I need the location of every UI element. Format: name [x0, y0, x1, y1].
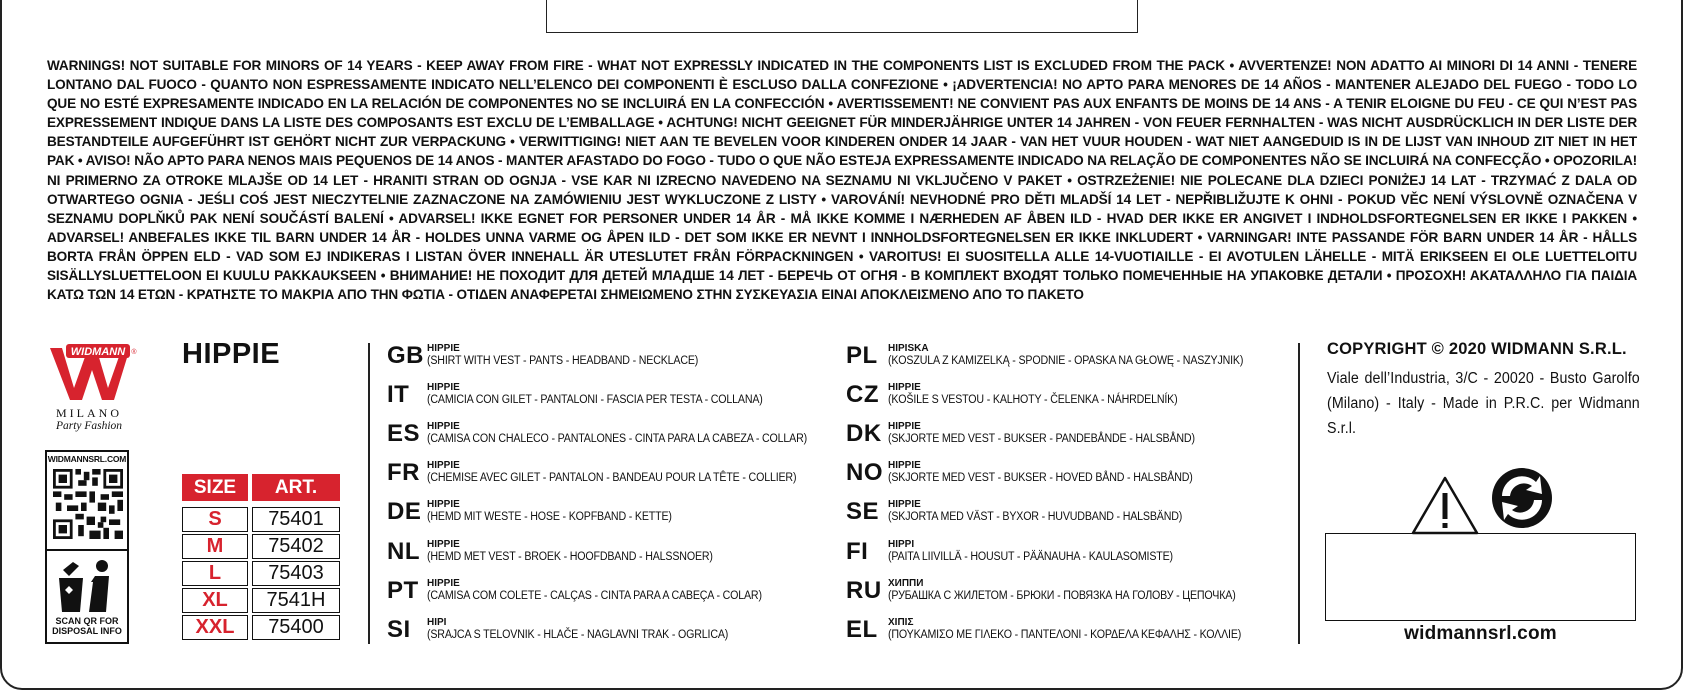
lang-code: NO: [846, 459, 883, 486]
lang-product-desc: (SKJORTE MED VEST - BUKSER - PANDEBÅNDE - HALSBÅND): [888, 431, 1195, 445]
product-name: HIPPIE: [182, 338, 281, 370]
lang-product-name: HIPPI: [888, 539, 915, 550]
lang-product-desc: (SRAJCA S TELOVNIK - HLAČE - NAGLAVNI TRAK - OGRLICA): [427, 627, 729, 641]
art-header: ART.: [252, 474, 340, 501]
lang-product-desc: (CAMISA CON CHALECO - PANTALONES - CINTA PARA LA CABEZA - COLLAR): [427, 431, 808, 445]
qr-url: WIDMANNSRL.COM: [47, 454, 127, 464]
art-cell: 75401: [252, 507, 340, 532]
lang-product-desc: (PAITA LIIVILLÄ - HOUSUT - PÄÄNAUHA - KAULASOMISTE): [888, 549, 1173, 563]
lang-code: NL: [387, 538, 420, 565]
qr-disposal-box: [45, 450, 129, 644]
size-cell: L: [182, 561, 248, 586]
divider-left: [368, 343, 370, 644]
lang-code: EL: [846, 616, 878, 643]
lang-code: RU: [846, 577, 882, 604]
size-cell: XL: [182, 588, 248, 613]
lang-product-name: HIPI: [427, 617, 447, 628]
art-cell: 75402: [252, 534, 340, 559]
lang-product-name: HIPPIE: [888, 499, 921, 510]
lang-product-name: HIPPIE: [427, 382, 460, 393]
divider-right: [1298, 343, 1300, 644]
lang-code: CZ: [846, 381, 879, 408]
lang-product-name: HIPPIE: [427, 578, 460, 589]
lang-code: PL: [846, 342, 878, 369]
copyright-text: COPYRIGHT © 2020 WIDMANN S.R.L.: [1327, 340, 1627, 358]
size-header: SIZE: [182, 474, 248, 501]
lang-product-name: ХИППИ: [888, 578, 924, 589]
art-cell: 75400: [252, 615, 340, 640]
website-link[interactable]: widmannsrl.com: [1404, 623, 1557, 644]
lang-product-name: HIPPIE: [427, 421, 460, 432]
lang-product-desc: (HEMD MET VEST - BROEK - HOOFDBAND - HALSSNOER): [427, 549, 713, 563]
logo-wordmark: WIDMANN: [70, 346, 126, 358]
lang-product-desc: (KOSZULA Z KAMIZELKĄ - SPODNIE - OPASKA NA GŁOWĘ - NASZYJNIK): [888, 353, 1244, 367]
size-cell: XXL: [182, 615, 248, 640]
lang-product-desc: (SKJORTA MED VÄST - BYXOR - HUVUDBAND - HALSBÄND): [888, 509, 1183, 523]
lang-product-desc: (SHIRT WITH VEST - PANTS - HEADBAND - NECKLACE): [427, 353, 699, 367]
recycle-icon: [1490, 466, 1554, 530]
lang-code: SE: [846, 498, 880, 525]
lang-code: GB: [387, 342, 424, 369]
company-address: Viale dell’Industria, 3/C - 20020 - Busto Garolfo (Milano) - Italy - Made in P.R.C. per Widmann S.r.l.: [1327, 370, 1640, 437]
lang-product-name: HIPPIE: [427, 499, 460, 510]
lang-product-name: HIPPIE: [427, 460, 460, 471]
scan-qr-text: SCAN QR FOR DISPOSAL INFO: [52, 616, 122, 636]
size-cell: S: [182, 507, 248, 532]
barcode-box: [1325, 533, 1636, 621]
lang-code: SI: [387, 616, 411, 643]
lang-code: ES: [387, 420, 421, 447]
size-cell: M: [182, 534, 248, 559]
lang-product-desc: (РУБАШКА С ЖИЛЕТОМ - БРЮКИ - ПОВЯЗКА НА ГОЛОВУ - ЦЕПОЧКА): [888, 588, 1236, 602]
disposal-bin-icon: [55, 556, 121, 616]
logo-city: MILANO: [56, 406, 122, 420]
logo-tagline: Party Fashion: [55, 420, 123, 432]
lang-code: FI: [846, 538, 869, 565]
lang-product-desc: (CAMICIA CON GILET - PANTALONI - FASCIA PER TESTA - COLLANA): [427, 392, 763, 406]
lang-product-name: HIPPIE: [888, 421, 921, 432]
top-panel-box: [546, 0, 1138, 33]
lang-code: DK: [846, 420, 882, 447]
lang-product-desc: (SKJORTE MED VEST - BUKSER - HOVED BÅND - HALSBÅND): [888, 470, 1193, 484]
lang-product-name: HIPPIE: [427, 343, 460, 354]
lang-product-name: HIPPIE: [888, 460, 921, 471]
lang-code: IT: [387, 381, 410, 408]
logo-registered: ®: [131, 349, 137, 356]
lang-product-name: HIPISKA: [888, 343, 929, 354]
lang-product-name: HIPPIE: [888, 382, 921, 393]
lang-code: FR: [387, 459, 420, 486]
lang-product-name: HIPPIE: [427, 539, 460, 550]
lang-product-desc: (CAMISA COM COLETE - CALÇAS - CINTA PARA A CABEÇA - COLAR): [427, 588, 762, 602]
lang-product-desc: (CHEMISE AVEC GILET - PANTALON - BANDEAU POUR LA TÊTE - COLLIER): [427, 470, 797, 484]
lang-product-name: ΧΙΠΙΣ: [888, 617, 914, 628]
lang-code: DE: [387, 498, 422, 525]
lang-product-desc: (ΠΟΥΚΑΜΙΣΟ ΜΕ ΓΙΛΕΚΟ - ΠΑΝΤΕΛΟΝΙ - ΚΟΡΔΕΛΑ ΚΕΦΑΛΗΣ - ΚΟΛΛΙΕ): [888, 627, 1242, 641]
warnings-text: WARNINGS! NOT SUITABLE FOR MINORS OF 14 YEARS - KEEP AWAY FROM FIRE - WHAT NOT EXPRESSLY INDICATED IN THE COMPONENTS LIST IS EXCLUDED FROM THE PACK • AVVERTENZE! NON ADATTO AI MINORI DI 14 ANNI - TENERE LONTANO DAL FUOCO - QUANTO NON ESPRESSAMENTE INDICATO NELL’ELENCO DEI COMPONENTI È ESCLUSO DALLA CONFEZIONE • ¡ADVERTENCIA! NO APTO PARA MENORES DE 14 AÑOS - MANTENER ALEJADO DEL FUEGO - TODO LO QUE NO ESTÉ EXPRESAMENTE INDICADO EN LA RELACIÓN DE COMPONENTES NO SE INCLUIRÁ EN LA CONFECCIÓN • AVERTISSEMENT! NE CONVIENT PAS AUX ENFANTS DE MOINS DE 14 ANS - A TENIR ELOIGNE DU FEU - CE QUI N’EST PAS EXPRESSEMENT INDIQUE DANS LA LISTE DES COMPOSANTS EST EXCLU DE L’EMBALLAGE • ACHTUNG! NICHT GEEIGNET FÜR MINDERJÄHRIGE UNTER 14 JAHREN - VON FEUER FERNHALTEN - WAS NICHT AUSDRÜCKLICH IN DER LISTE DER BESTANDTEILE AUFGEFÜHRT IST GEHÖRT NICHT ZUR VERPACKUNG • VERWITTIGING! NIET AAN TE BEVELEN VOOR KINDEREN ONDER 14 JAAR - VAN HET VUUR HOUDEN - WAT NIET AANGEDUID IS IN DE LIJST VAN INHOUD ZIT NIET IN HET PAK • AVISO! NÃO APTO PARA NENOS MAIS PEQUENOS DE 14 ANOS - MANTER AFASTADO DO FOGO - TUDO O QUE NÃO ESTEJA EXPRESSAMENTE INDICADO NA RELAÇÃO DE COMPONENTES NÃO SE INCLUIRÁ NA CONFECÇÃO • OPOZORILA! NI PRIMERNO ZA OTROKE MLAJŠE OD 14 LET - HRANITI STRAN OD OGNJA - VSE KAR NI IZRECNO NAVEDENO NA SEZNAMU NI VKLJUČENO V PAKET • OSTRZEŻENIE! NIE POLECANE DLA DZIECI PONIŻEJ 14 LAT - TRZYMAĆ Z DALA OD OTWARTEGO OGNIA - JEŚLI COŚ JEST NIECZYTELNIE ZAZNACZONE NA ZAMÓWIENIU JEST WYKLUCZONE Z LISTY • VAROVÁNÍ! NEVHODNÉ PRO DĚTI MLADŠÍ 14 LET - NEPŘIBLIŽUJTE K OHNI - POKUD VĚC NENÍ VÝSLOVNĚ OZNAČENA V SEZNAMU DOPLŇKŮ PAK NENÍ SOUČÁSTÍ BALENÍ • ADVARSEL! IKKE EGNET FOR PERSONER UNDER 14 ÅR - MÅ IKKE KOMME I NÆRHEDEN AF ÅBEN ILD - HVAD DER IKKE ER ANGIVET I INDHOLDSFORTEGNELSEN ER IKKE I PAKKEN • ADVARSEL! ANBEFALES IKKE TIL BARN UNDER 14 ÅR - HOLDES UNNA VARME OG ÅPEN ILD - DET SOM IKKE ER NEVNT I INNHOLDSFORTEGNELSEN ER IKKE INKLUDERT • VARNINGAR! INTE PASSANDE FÖR BARN UNDER 14 ÅR - HÅLLS BORTA FRÅN ÖPPEN ELD - VAD SOM EJ INDIKERAS I LISTAN ÖVER INNEHALL ÄR UTESLUTET FRÅN FÖRPACKNINGEN • VAROITUS! EI SUOSITELLA ALLE 14-VUOTIAILLE - EI AVOTULEN LÄHELLE - MITÄ ERIKSEEN EI OLE LUETTELOITU SISÄLLYSLUETTELOON EI KUULU PAKKAUKSEEN • ВНИМАНИЕ! НЕ ПОХОДИТ ДЛЯ ДЕТЕЙ МЛАДШЕ 14 ЛЕТ - БЕРЕЧЬ ОТ ОГНЯ - В КОМПЛЕКТ ВХОДЯТ ТОЛЬКО ПОМЕЧЕННЫЕ НА УПАКОВКЕ ДЕТАЛИ • ΠΡΟΣΟΧΗ! ΑΚΑΤΑΛΛΗΛΟ ΓΙΑ ΠΑΙΔΙΑ ΚΑΤΩ ΤΩΝ 14 ΕΤΩΝ - ΚΡΑΤΗΣΤΕ ΤΟ ΜΑΚΡΙΑ ΑΠΟ ΤΗΝ ΦΩΤΙΑ - ΟΤΙΔΕΝ ΑΝΑΦΕΡΕΤΑΙ ΣΗΜΕΙΩΜΕΝΟ ΣΤΗΝ ΣΥΣΚΕΥΑΣΙΑ ΕΙΝΑΙ ΑΠΟΚΛΕΙΣΜΕΝΟ ΑΠΟ ΤΟ ΠΑΚΕΤΟ: [47, 58, 1637, 303]
lang-code: PT: [387, 577, 419, 604]
qr-code[interactable]: [53, 469, 123, 539]
lang-product-desc: (KOŠILE S VESTOU - KALHOTY - ČELENKA - NÁHRDELNÍK): [888, 392, 1178, 406]
warning-triangle-icon: [1411, 475, 1479, 535]
lang-product-desc: (HEMD MIT WESTE - HOSE - KOPFBAND - KETTE): [427, 509, 672, 523]
art-cell: 75403: [252, 561, 340, 586]
art-cell: 7541H: [252, 588, 340, 613]
qr-separator: [47, 549, 127, 551]
